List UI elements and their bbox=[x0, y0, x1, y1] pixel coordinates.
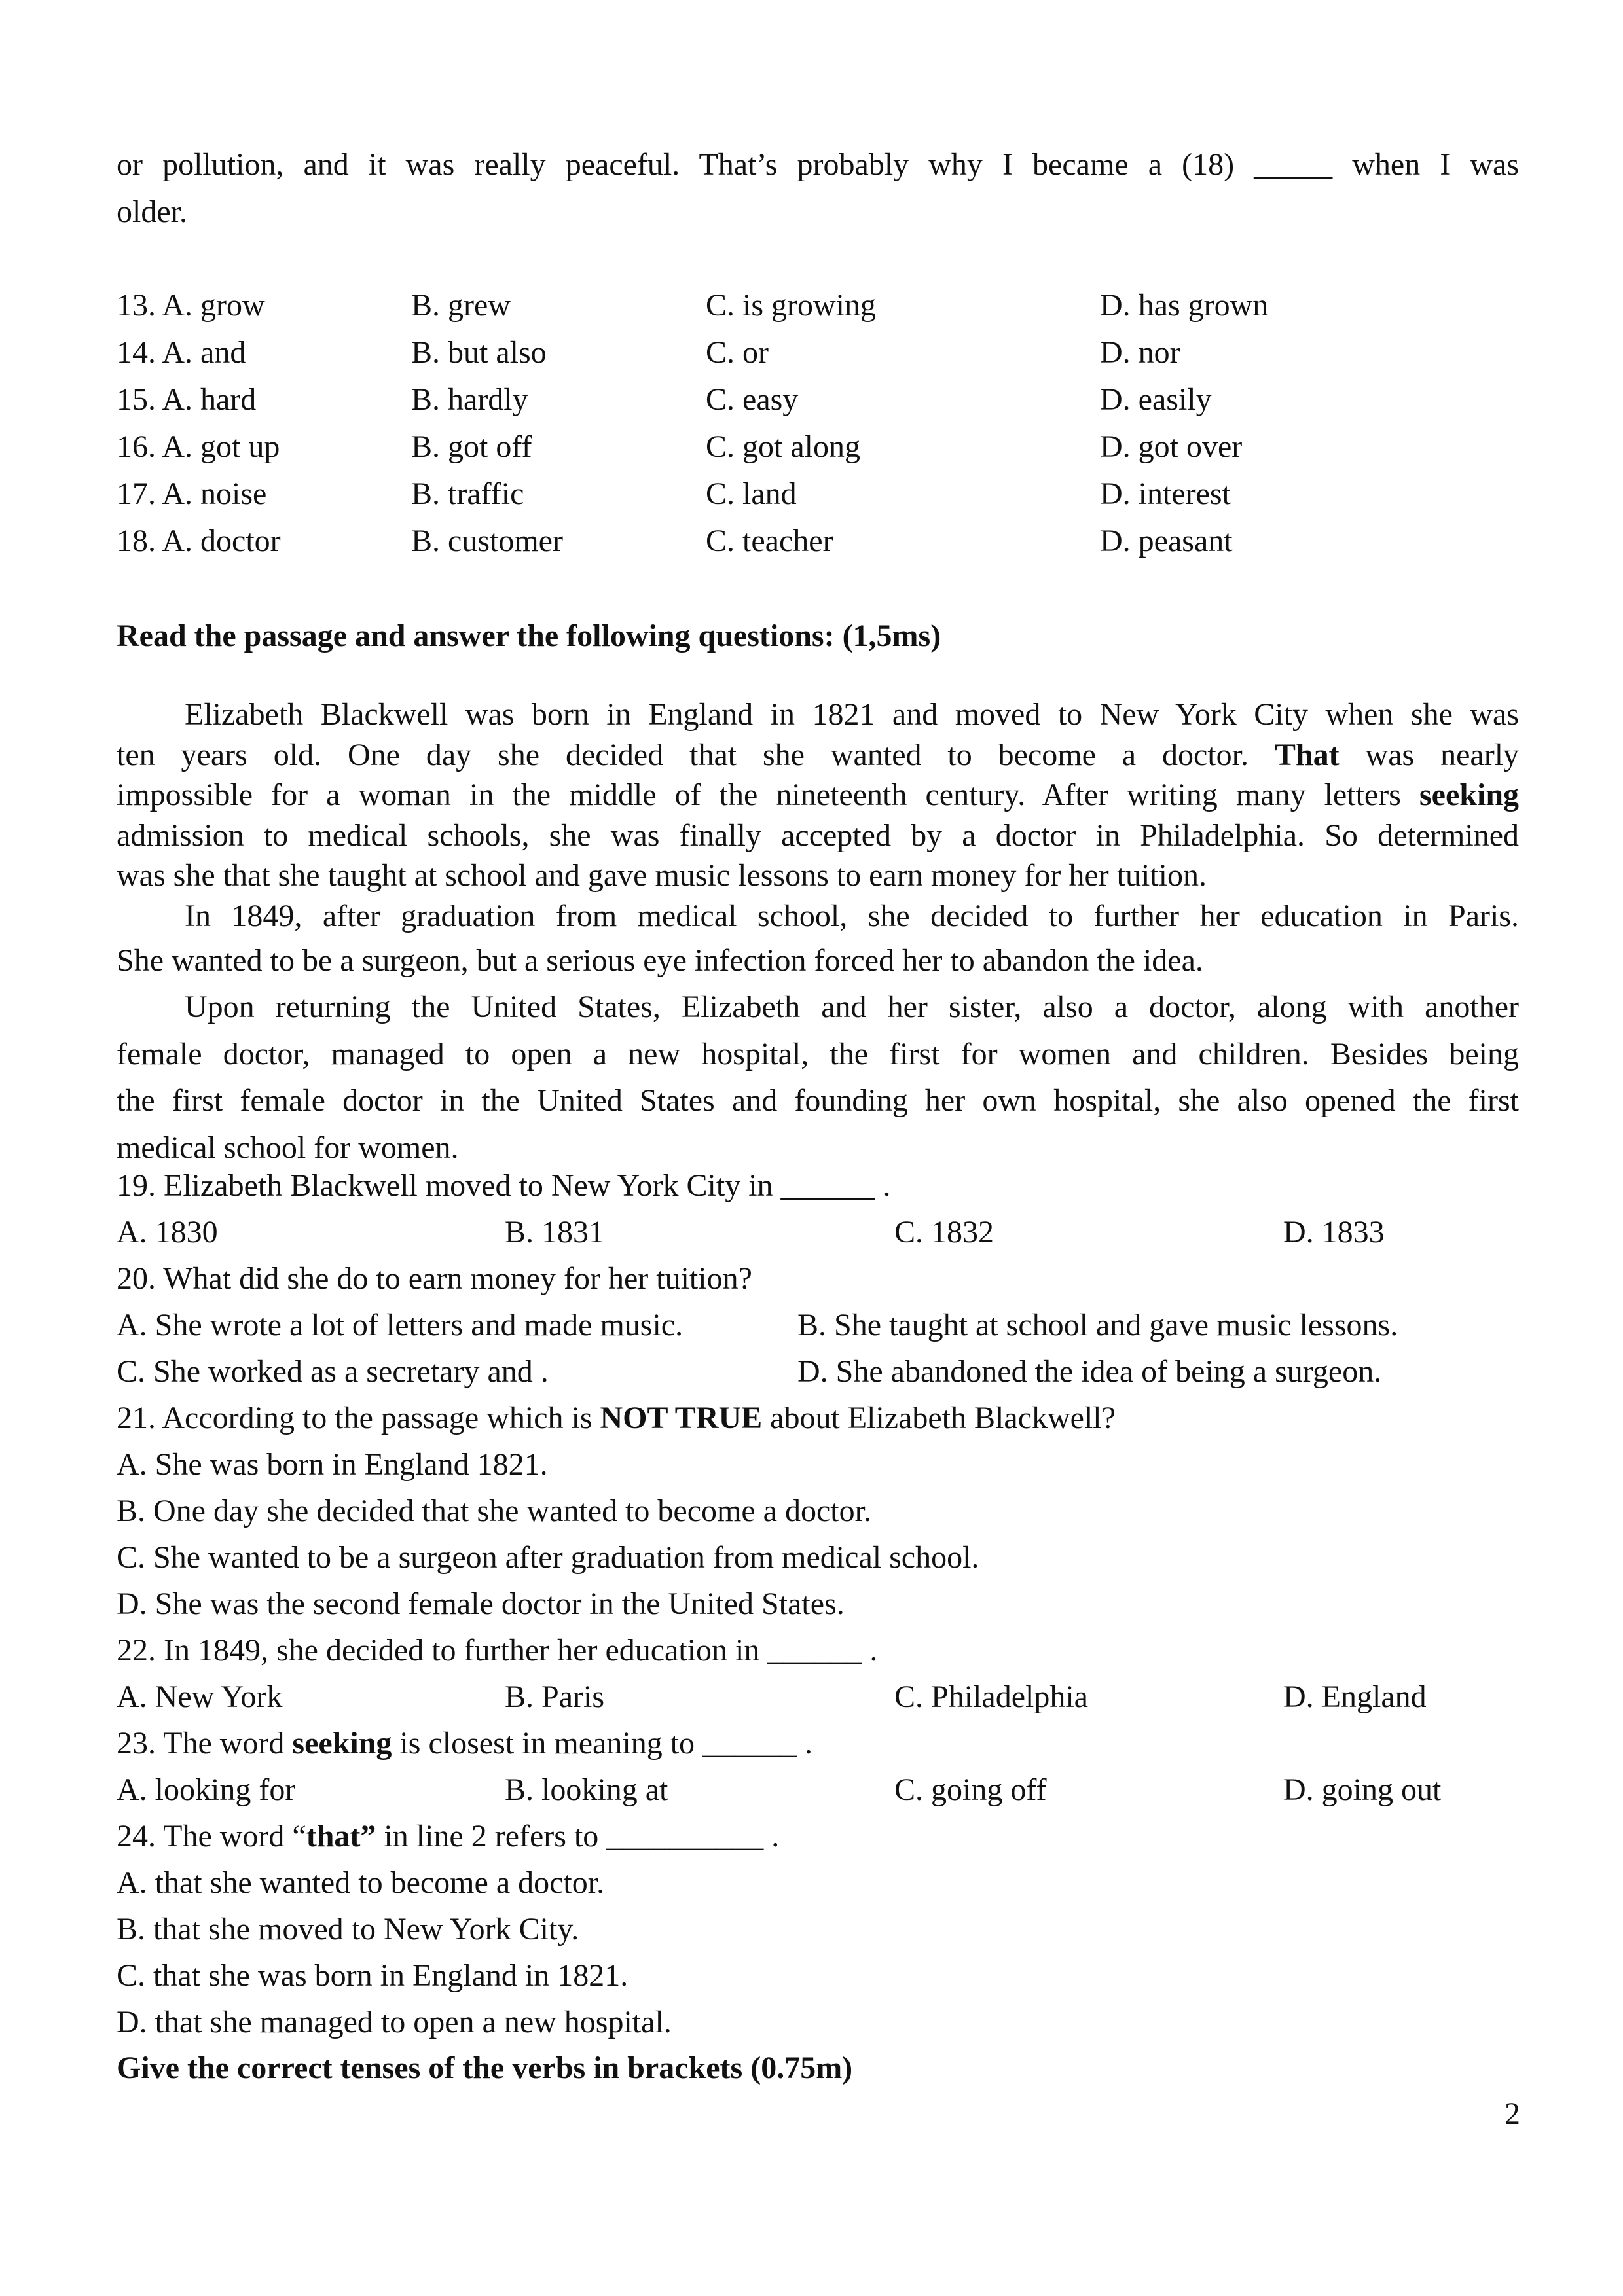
q24-option-c: C. that she was born in England in 1821. bbox=[117, 1958, 629, 1993]
q21-option-b: B. One day she decided that she wanted to become a doctor. bbox=[117, 1494, 871, 1528]
tenses-heading: Give the correct tenses of the verbs in brackets (0.75m) bbox=[117, 2051, 853, 2085]
q21-stem: 21. According to the passage which is NOT TRUE about Elizabeth Blackwell? bbox=[117, 1401, 1116, 1435]
intro-line-2: older. bbox=[117, 194, 187, 229]
q14-option-b: B. but also bbox=[411, 335, 547, 370]
not-true-emphasis: NOT TRUE bbox=[600, 1401, 763, 1435]
q19-option-c: C. 1832 bbox=[894, 1215, 994, 1249]
passage-p2-line-1: In 1849, after graduation from medical school, she decided to further her education in Paris. bbox=[185, 899, 1519, 933]
q22-option-c: C. Philadelphia bbox=[894, 1679, 1088, 1714]
q14-option-a: 14. A. and bbox=[117, 335, 246, 370]
q19-option-a: A. 1830 bbox=[117, 1215, 218, 1249]
q13-option-d: D. has grown bbox=[1100, 288, 1269, 323]
q21-option-c: C. She wanted to be a surgeon after graduation from medical school. bbox=[117, 1540, 979, 1575]
keyword-seeking-ref: seeking bbox=[292, 1726, 392, 1761]
q24-option-a: A. that she wanted to become a doctor. bbox=[117, 1865, 605, 1900]
passage-p3-line-1: Upon returning the United States, Elizabeth and her sister, also a doctor, along with another bbox=[185, 990, 1519, 1024]
q19-stem: 19. Elizabeth Blackwell moved to New York City in ______ . bbox=[117, 1168, 891, 1203]
reading-heading: Read the passage and answer the following questions: (1,5ms) bbox=[117, 619, 941, 653]
q15-option-a: 15. A. hard bbox=[117, 382, 257, 417]
q20-option-c: C. She worked as a secretary and . bbox=[117, 1354, 549, 1389]
q24-option-d: D. that she managed to open a new hospital. bbox=[117, 2005, 672, 2039]
q20-stem: 20. What did she do to earn money for her tuition? bbox=[117, 1261, 752, 1296]
passage-p2-line-2: She wanted to be a surgeon, but a serious eye infection forced her to abandon the idea. bbox=[117, 943, 1203, 978]
q22-stem: 22. In 1849, she decided to further her education in ______ . bbox=[117, 1633, 878, 1668]
q17-option-d: D. interest bbox=[1100, 476, 1231, 511]
q15-option-c: C. easy bbox=[706, 382, 799, 417]
q22-option-a: A. New York bbox=[117, 1679, 283, 1714]
q16-option-c: C. got along bbox=[706, 429, 860, 464]
q15-option-b: B. hardly bbox=[411, 382, 528, 417]
q24-stem: 24. The word “that” in line 2 refers to __________ . bbox=[117, 1819, 780, 1854]
q23-option-d: D. going out bbox=[1283, 1772, 1442, 1807]
passage-p1-line-1: Elizabeth Blackwell was born in England in 1821 and moved to New York City when she was bbox=[185, 697, 1519, 732]
q13-option-c: C. is growing bbox=[706, 288, 877, 323]
q16-option-d: D. got over bbox=[1100, 429, 1243, 464]
q19-option-b: B. 1831 bbox=[505, 1215, 605, 1249]
keyword-that: That bbox=[1274, 738, 1340, 772]
q20-option-b: B. She taught at school and gave music lessons. bbox=[797, 1308, 1398, 1342]
passage-p1-line-5: was she that she taught at school and gave music lessons to earn money for her tuition. bbox=[117, 858, 1207, 893]
q20-option-a: A. She wrote a lot of letters and made music. bbox=[117, 1308, 684, 1342]
q23-option-c: C. going off bbox=[894, 1772, 1047, 1807]
q23-option-b: B. looking at bbox=[505, 1772, 668, 1807]
passage-p1-line-3: impossible for a woman in the middle of the nineteenth century. After writing many letters seeking bbox=[117, 778, 1520, 812]
page-number: 2 bbox=[1504, 2096, 1520, 2131]
passage-p1-line-4: admission to medical schools, she was finally accepted by a doctor in Philadelphia. So determined bbox=[117, 818, 1519, 853]
q20-option-d: D. She abandoned the idea of being a surgeon. bbox=[797, 1354, 1382, 1389]
q15-option-d: D. easily bbox=[1100, 382, 1212, 417]
passage-p3-line-4: medical school for women. bbox=[117, 1130, 459, 1165]
q19-option-d: D. 1833 bbox=[1283, 1215, 1385, 1249]
passage-p1-line-2: ten years old. One day she decided that she wanted to become a doctor. That was nearly bbox=[117, 738, 1520, 772]
q14-option-d: D. nor bbox=[1100, 335, 1180, 370]
keyword-seeking: seeking bbox=[1419, 778, 1520, 812]
q21-option-d: D. She was the second female doctor in the United States. bbox=[117, 1587, 845, 1621]
q17-option-a: 17. A. noise bbox=[117, 476, 267, 511]
q13-option-b: B. grew bbox=[411, 288, 511, 323]
q17-option-b: B. traffic bbox=[411, 476, 524, 511]
keyword-that-ref: that” bbox=[306, 1819, 376, 1854]
q14-option-c: C. or bbox=[706, 335, 769, 370]
q18-option-a: 18. A. doctor bbox=[117, 524, 281, 558]
q22-option-d: D. England bbox=[1283, 1679, 1427, 1714]
passage-p3-line-2: female doctor, managed to open a new hospital, the first for women and children. Besides being bbox=[117, 1037, 1519, 1071]
q21-option-a: A. She was born in England 1821. bbox=[117, 1447, 548, 1482]
q16-option-a: 16. A. got up bbox=[117, 429, 280, 464]
q22-option-b: B. Paris bbox=[505, 1679, 605, 1714]
q16-option-b: B. got off bbox=[411, 429, 532, 464]
q24-option-b: B. that she moved to New York City. bbox=[117, 1912, 579, 1946]
q23-stem: 23. The word seeking is closest in meaning to ______ . bbox=[117, 1726, 813, 1761]
q18-option-c: C. teacher bbox=[706, 524, 833, 558]
q18-option-b: B. customer bbox=[411, 524, 563, 558]
q17-option-c: C. land bbox=[706, 476, 797, 511]
q13-option-a: 13. A. grow bbox=[117, 288, 265, 323]
q18-option-d: D. peasant bbox=[1100, 524, 1233, 558]
passage-p3-line-3: the first female doctor in the United States and founding her own hospital, she also opened the first bbox=[117, 1083, 1519, 1118]
intro-line-1: or pollution, and it was really peaceful. That’s probably why I became a (18) _____ when I was bbox=[117, 147, 1519, 182]
q23-option-a: A. looking for bbox=[117, 1772, 296, 1807]
